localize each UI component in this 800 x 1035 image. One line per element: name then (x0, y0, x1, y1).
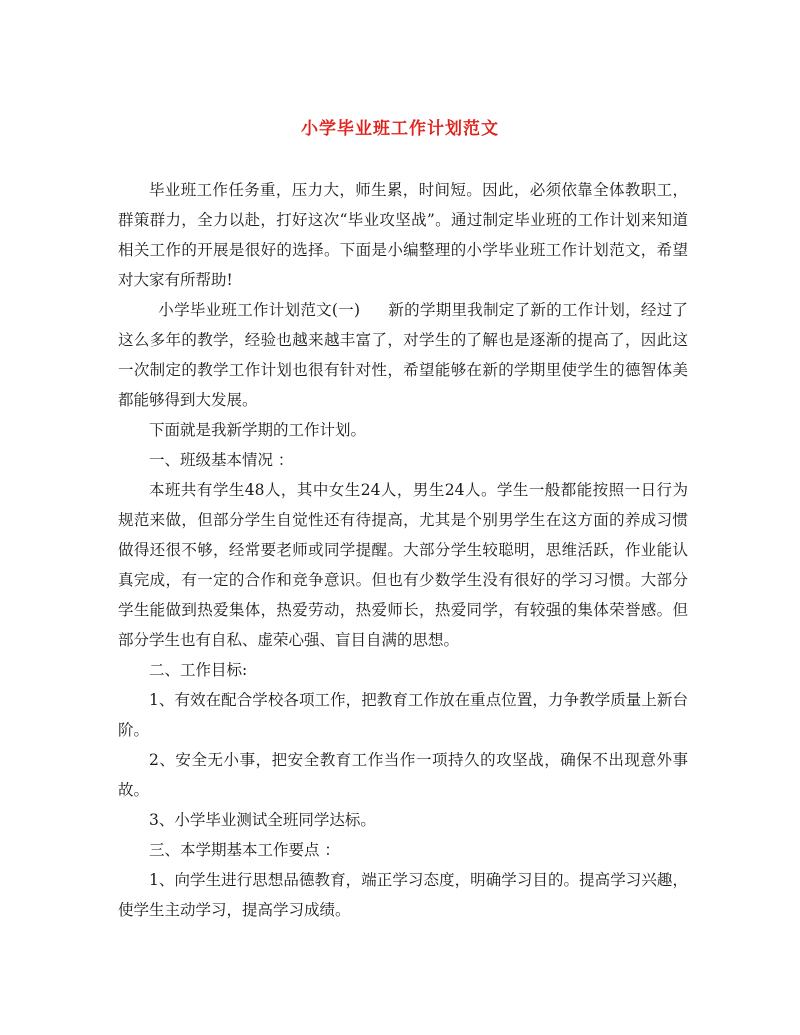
section-heading: 小学毕业班工作计划范文(一) (158, 301, 361, 319)
section-opening-text: 新的学期里我制定了新的工作计划，经过了这么多年的教学，经验也越来越丰富了，对学生的了解也是逐渐的提高了，因此这一次制定的教学工作计划也很有针对性，希望能够在新的学期里使学生的德智体美都能够得到大发展。 (118, 301, 688, 409)
goal-item-2: 2、安全无小事，把安全教育工作当作一项持久的攻坚战，确保不出现意外事故。 (118, 751, 688, 799)
heading-work-goals: 二、工作目标: (149, 661, 248, 679)
heading-class-situation: 一、班级基本情况 ： (149, 451, 294, 469)
goal-item-1: 1、有效在配合学校各项工作，把教育工作放在重点位置，力争教学质量上新台阶。 (118, 691, 688, 739)
section-one-paragraph (118, 295, 688, 415)
document-body (118, 175, 688, 925)
class-situation-paragraph: 本班共有学生48人，其中女生24人，男生24人。学生一般都能按照一日行为规范来做，但部分学生自觉性还有待提高，尤其是个别男学生在这方面的养成习惯做得还很不够，经常要老师或同学提醒。大部分学生较聪明，思维活跃，作业能认真完成，有一定的合作和竞争意识。但也有少数学生没有很好的学习习惯。大部分学生能做到热爱集体，热爱劳动，热爱师长，热爱同学，有较强的集体荣誉感。但部分学生也有自私、虚荣心强、盲目自满的思想。 (118, 481, 688, 649)
heading-work-points: 三、本学期基本工作要点 ： (149, 841, 340, 859)
work-point-item-1: 1、向学生进行思想品德教育，端正学习态度，明确学习目的。提高学习兴趣，使学生主动学习，提高学习成绩。 (118, 871, 688, 919)
plan-intro-paragraph: 下面就是我新学期的工作计划。 (149, 421, 367, 439)
goal-item-3: 3、小学毕业测试全班同学达标。 (149, 811, 376, 829)
document-title: 小学毕业班工作计划范文 (301, 119, 499, 139)
intro-paragraph: 毕业班工作任务重，压力大，师生累，时间短。因此，必须依靠全体教职工，群策群力，全力以赴，打好这次“毕业攻坚战”。通过制定毕业班的工作计划来知道相关工作的开展是很好的选择。下面是小编整理的小学毕业班工作计划范文，希望对大家有所帮助! (118, 181, 688, 289)
